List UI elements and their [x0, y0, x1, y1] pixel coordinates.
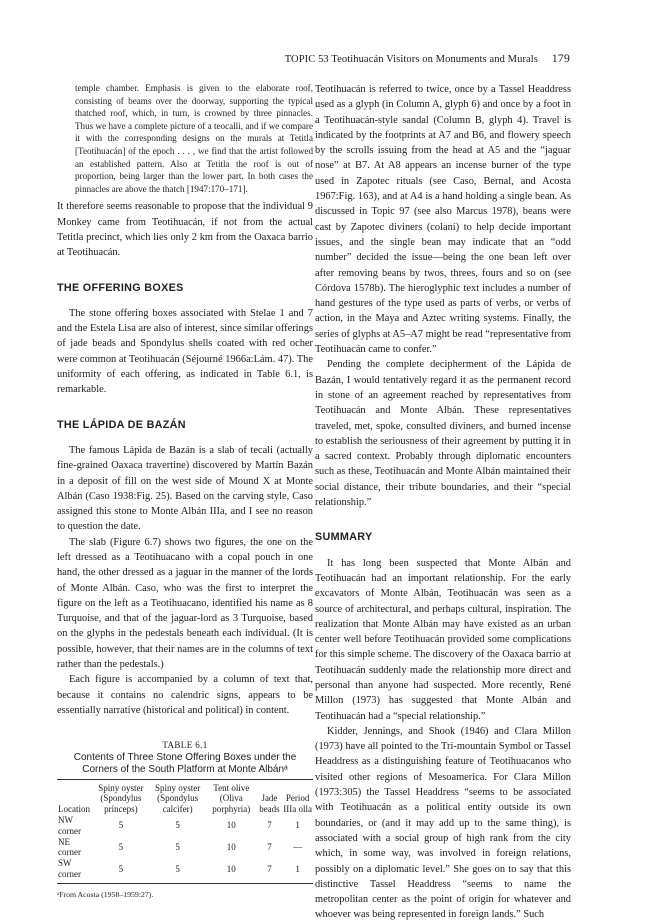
table-row [57, 837, 313, 859]
table-cell: 1 [295, 863, 300, 874]
table-cell: NE corner [58, 836, 81, 858]
table-bottom-rule [57, 883, 313, 884]
table-row [57, 858, 313, 880]
column-header: Period IIIa olla [283, 793, 312, 815]
table-cell: 5 [118, 863, 124, 874]
table-cell: 5 [118, 842, 124, 853]
table-cell: 7 [267, 820, 272, 831]
table-row [57, 815, 313, 837]
paragraph: Teotihuacán is referred to twice, once by a Tassel Headdress used as a glyph (in Column A, glyph 6) and once by a foot in a Teotihuacán-style sandal (Column B, glyph 4). Travel is indicated by the footprints at A7 and B6, and flowery speech by the scrolls issuing from the head at A5 and the “jaguar nose” at B7. At A8 appears an incense burner of the type used in Zapotec rituals (see Caso, Bernal, and Acosta 1967:Fig. 163), and at A4 is a hand holding a single bean. As discussed in Topic 97 (see also Marcus 1978), beans were cast by Zapotec diviners (colaní) to help decide important issues, and the single bean may indicate that an “odd number” decided the issue—being the one bean left over after removing beans by twos, threes, fours and so on (see Córdova 1578b). The hieroglyphic text includes a number of hand gestures of the type used as parts of verbs, or verbs of action, in the Maya and Aztec writing systems. Finally, the series of glyphs at A5–A7 might be read “representative from Teotihuacán came to confer.” [315, 84, 571, 356]
table-cell: SW corner [58, 858, 81, 880]
right-column [315, 82, 571, 923]
table-cell: 1 [295, 820, 300, 831]
paragraph: Pending the complete decipherment of the Lápida de Bazán, I would tentatively regard it as the permanent record in stone of an agreement reached by representatives from Teotihuacán and Monte Albán. These representatives traveled, met, spoke, consulted diviners, and burned incense to establish the seriousness of their agreement by putting it in a sacred context. Probably through diplomatic encounters such as these, Teotihuacán and Monte Albán maintained their social distance, their tribute boundaries, and their “special relationship.” [315, 359, 571, 509]
section-heading: THE OFFERING BOXES [57, 281, 184, 294]
paragraph: The famous Lápida de Bazán is a slab of tecali (actually fine-grained Oaxaca travertine) discovered by Martín Bazán in a deposit of fill on the west side of Mound X at Monte Albán (Caso 1938:Fig. 25). Based on the carving style, Caso assigned this stone to Monte Albán IIIa, and I see no reason to question the date. [57, 444, 313, 533]
paragraph: Kidder, Jennings, and Shook (1946) and Clara Millon (1973) have all pointed to the Tri-mountain Symbol or Tassel Headdress as a distinguishing feature of Teotihuacanos who visited other regions of Mesoamerica. For Clara Millon (1973:305) the Tassel Headdress “seems to be associated with Teotihuacán as a political entity outside its own boundaries, or (and it may add up to the same thing), is associated with a social group of high rank from the city which, in some way, was involved in foreign relations, possibly on a diplomatic level.” She goes on to say that this distinctive Tassel Headdress “seems to name the metropolitan center as the point of origin for whatever and whoever was being represented in foreign lands.” Such [315, 725, 571, 921]
table-cell: — [293, 842, 303, 853]
table-cell: 10 [226, 863, 236, 874]
table-caption: Contents of Three Stone Offering Boxes under the Corners of the South Platform at Monte Albánᵃ [73, 751, 297, 775]
table-6-1 [57, 740, 313, 900]
column-header: Tent olive (Oliva porphyria) [212, 782, 251, 815]
paragraph: It has long been suspected that Monte Albán and Teotihuacán had an important relationship. For the early excavators of Monte Albán, Teotihuacán was seen as a source of architectural, and perhaps cultural, inspiration. The realization that Monte Albán may have existed as an urban center well before Teotihuacán provided some complications for this simple scheme. The discovery of the Oaxaca barrio at Teotihuacán suddenly made the relationship more direct and personal than anyone had suspected. More recently, René Millon (1973) has suggested that Monte Albán and Teotihuacán had a “special relationship.” [315, 557, 571, 722]
table-cell: 5 [118, 820, 124, 831]
table-cell: 5 [175, 863, 180, 874]
offering-boxes-table [57, 783, 313, 880]
paragraph: The slab (Figure 6.7) shows two figures, the one on the left dressed as a Teotihuacano with a copal pouch in one hand, the other dressed as a jaguar in the manner of the lords of Monte Albán. Caso, who was the first to interpret the figure on the left as a Teotihuacano, identified his name as 8 Turquoise, and that of the jaguar-lord as 3 Turquoise, based on the glyphs in the pedestals beneath each individual. (It is possible, however, that their names are in the columns of text rather than the pedestals.) [57, 536, 313, 671]
column-header: Location [58, 804, 90, 815]
paragraph: It therefore seems reasonable to propose that the individual 9 Monkey came from Teotihuacán, if not from the actual Tetitla precinct, which lies only 2 km from the Oaxaca barrio at Teotihuacán. [57, 201, 313, 259]
table-cell: 7 [267, 863, 272, 874]
table-footnote: ᵃFrom Acosta (1958–1959:27). [57, 889, 154, 899]
column-header: Spiny oyster (Spondylus princeps) [98, 782, 144, 815]
running-header [0, 51, 570, 66]
column-header: Jade beads [259, 793, 280, 815]
paragraph: The stone offering boxes associated with Stelae 1 and 7 and the Estela Lisa are also of interest, since similar offerings of jade beads and Spondylus shells coated with red ocher were common at Teotihuacán (Séjourné 1966a:Lám. 47). The uniformity of each offering, as indicated in Table 6.1, is remarkable. [57, 307, 313, 396]
table-cell: 10 [226, 842, 236, 853]
section-heading: SUMMARY [315, 531, 373, 544]
table-cell: 5 [175, 842, 180, 853]
table-cell: 7 [267, 842, 272, 853]
paragraph: Each figure is accompanied by a column of text that, because it contains no calendric signs, appears to be essentially narrative (historical and political) in content. [57, 674, 313, 716]
table-header-row [57, 783, 313, 815]
table-top-rule [57, 779, 313, 780]
page-number: 179 [551, 51, 570, 65]
left-column-text [57, 82, 313, 718]
column-header: Spiny oyster (Spondylus calcifer) [155, 782, 201, 815]
table-cell: NW corner [58, 815, 81, 836]
table-label: TABLE 6.1 [162, 740, 208, 751]
table-body [57, 815, 313, 880]
running-head-text: TOPIC 53 Teotihuacán Visitors on Monuments and Murals [284, 54, 538, 65]
left-column [57, 82, 313, 900]
block-quote: temple chamber. Emphasis is given to the elaborate roof, consisting of beams over the doorway, supporting the typical thatched roof, which, in turn, is crowned by three pinnacles. Thus we have a complete picture of a teocalli, and if we compare it with the corresponding designs on the murals at Tetitla [Teotihuacán] of the epoch . . . , we find that the artist followed an established pattern. Also at Tetitla the roof is out of proportion, being larger than the lower part. In both cases the pinnacles are above the thatch [1947:170–171]. [75, 83, 313, 194]
table-cell: 5 [175, 820, 180, 831]
section-heading: THE LÁPIDA DE BAZÁN [57, 418, 186, 431]
right-column-text [315, 82, 571, 923]
table-cell: 10 [226, 820, 236, 831]
